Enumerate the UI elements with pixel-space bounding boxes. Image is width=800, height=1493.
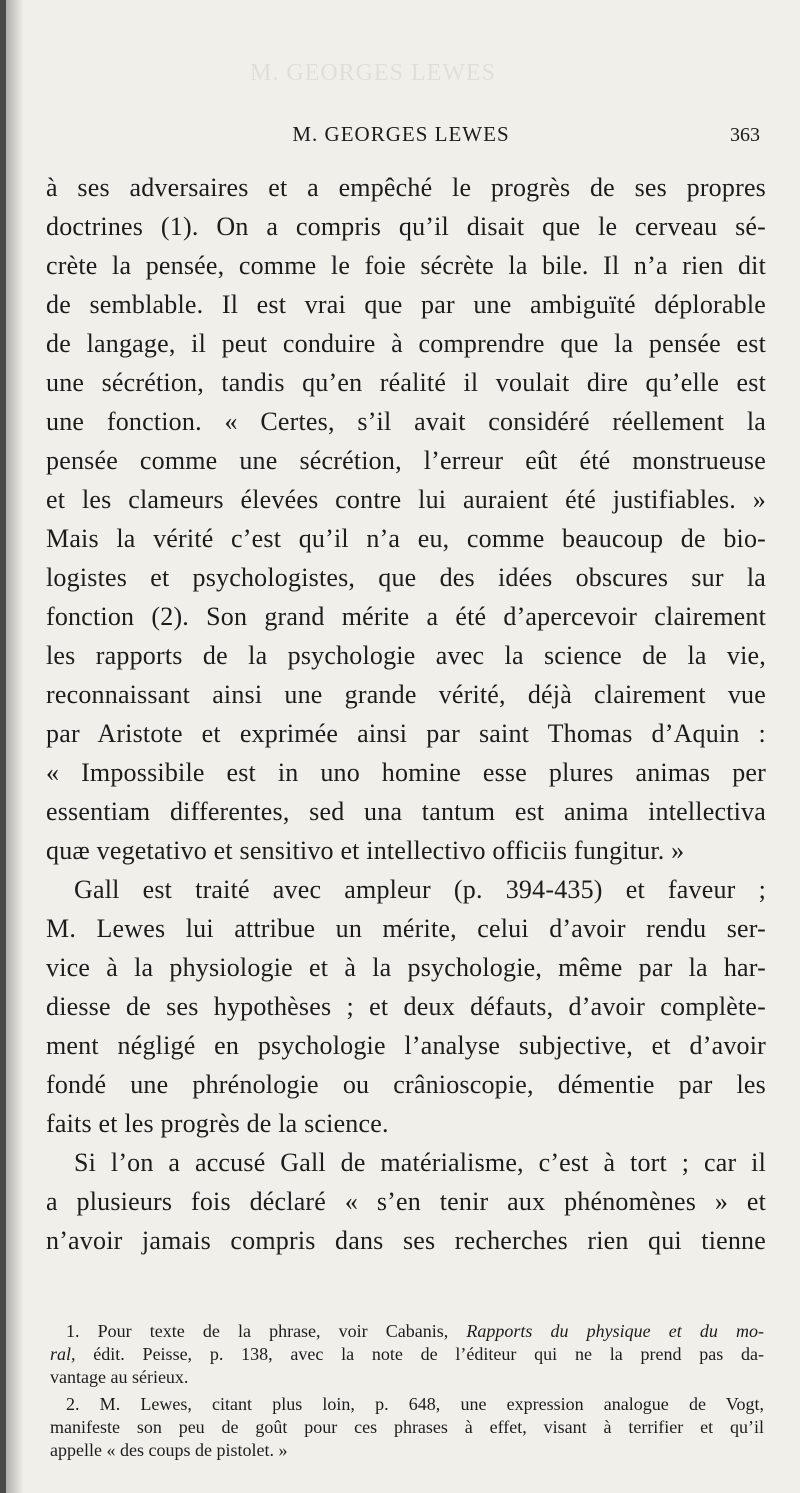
text-line: les rapports de la psychologie avec la science de la vie, xyxy=(46,641,766,670)
footnote-1-text: édit. Peisse, p. 138, avec la note de l’éditeur qui ne la prend pas da- xyxy=(75,1344,764,1364)
text-line: reconnaissant ainsi une grande vérité, déjà clairement vue xyxy=(46,680,766,709)
text-line: a plusieurs fois déclaré « s’en tenir aux phénomènes » et xyxy=(46,1187,766,1216)
book-page xyxy=(6,0,800,1493)
text-line: une fonction. « Certes, s’il avait considéré réellement la xyxy=(46,407,766,436)
footnote-2-line: manifeste son peu de goût pour ces phrases à effet, visant à terrifier et qu’il xyxy=(50,1417,764,1437)
scan-edge-shadow xyxy=(6,0,24,1493)
text-line: par Aristote et exprimée ainsi par saint Thomas d’Aquin : xyxy=(46,719,766,748)
footnote-1-line xyxy=(50,1320,764,1343)
text-line: de langage, il peut conduire à comprendre que la pensée est xyxy=(46,329,766,358)
text-line: fondé une phrénologie ou crânioscopie, démentie par les xyxy=(46,1070,766,1099)
text-line: et les clameurs élevées contre lui auraient été justifiables. » xyxy=(46,485,766,514)
page-number: 363 xyxy=(730,124,760,146)
body-text xyxy=(46,168,766,1260)
text-line: pensée comme une sécrétion, l’erreur eût été monstrueuse xyxy=(46,446,766,475)
text-line: essentiam differentes, sed una tantum est anima intellectiva xyxy=(46,797,766,826)
text-line: M. Lewes lui attribue un mérite, celui d’avoir rendu ser- xyxy=(46,914,766,943)
text-line: ment négligé en psychologie l’analyse subjective, et d’avoir xyxy=(46,1031,766,1060)
text-line: doctrines (1). On a compris qu’il disait que le cerveau sé- xyxy=(46,212,766,241)
text-line: logistes et psychologistes, que des idées obscures sur la xyxy=(46,563,766,592)
text-line: n’avoir jamais compris dans ses recherches rien qui tienne xyxy=(46,1226,766,1255)
footnotes xyxy=(50,1320,764,1462)
footnote-1-citation: ral, xyxy=(50,1344,76,1364)
footnote-2-line: 2. M. Lewes, citant plus loin, p. 648, une expression analogue de Vogt, xyxy=(66,1394,764,1414)
text-line: Mais la vérité c’est qu’il n’a eu, comme beaucoup de bio- xyxy=(46,524,766,553)
text-line: fonction (2). Son grand mérite a été d’apercevoir clairement xyxy=(46,602,766,631)
footnote-1-citation: Rapports du physique et du mo- xyxy=(466,1321,764,1341)
text-line: vice à la physiologie et à la psychologie, même par la har- xyxy=(46,953,766,982)
text-line: Gall est traité avec ampleur (p. 394-435) et faveur ; xyxy=(74,875,766,904)
footnote-2-line: appelle « des coups de pistolet. » xyxy=(50,1440,288,1460)
footnote-1-line xyxy=(50,1343,764,1366)
text-line: diesse de ses hypothèses ; et deux défauts, d’avoir complète- xyxy=(46,992,766,1021)
text-line: crète la pensée, comme le foie sécrète la bile. Il n’a rien dit xyxy=(46,251,766,280)
text-line: à ses adversaires et a empêché le progrès de ses propres xyxy=(46,173,766,202)
text-line: faits et les progrès de la science. xyxy=(46,1109,389,1138)
text-line: une sécrétion, tandis qu’en réalité il voulait dire qu’elle est xyxy=(46,368,766,397)
footnote-1-line: vantage au sérieux. xyxy=(50,1367,189,1387)
footnote-1-text: 1. Pour texte de la phrase, voir Cabanis, xyxy=(66,1321,467,1341)
text-line: Si l’on a accusé Gall de matérialisme, c’est à tort ; car il xyxy=(74,1148,766,1177)
text-line: de semblable. Il est vrai que par une ambiguïté déplorable xyxy=(46,290,766,319)
page-header xyxy=(42,122,760,158)
text-line: quæ vegetativo et sensitivo et intellectivo officiis fungitur. » xyxy=(46,836,685,865)
text-line: « Impossibile est in uno homine esse plures animas per xyxy=(46,758,766,787)
running-head: M. GEORGES LEWES xyxy=(292,122,510,146)
bleed-through-text: M. GEORGES LEWES xyxy=(250,60,496,86)
